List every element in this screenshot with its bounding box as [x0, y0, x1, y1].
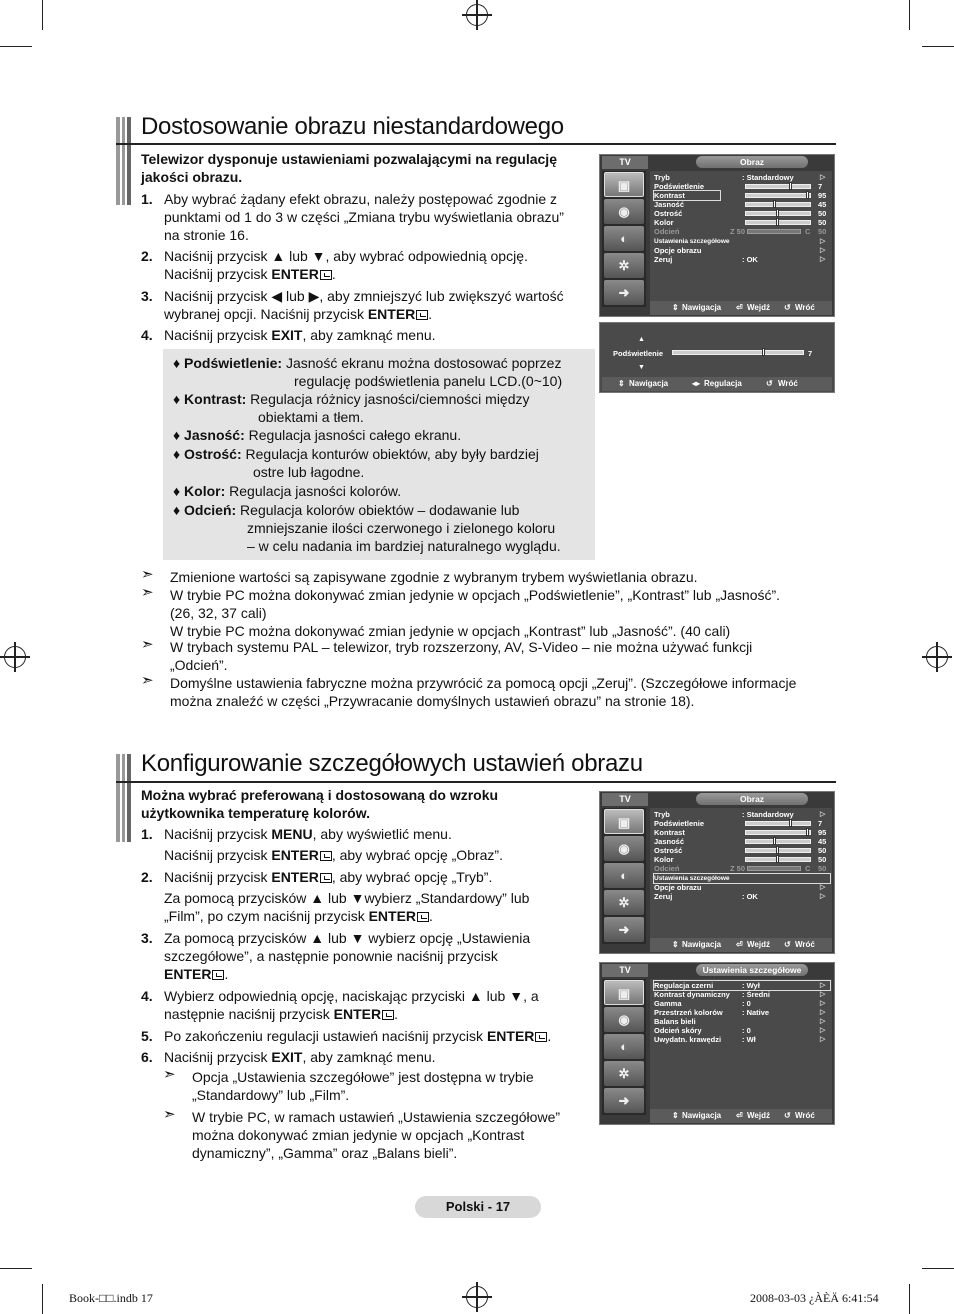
osd-row: Ustawienia szczegółowe: [654, 238, 730, 245]
updown-icon: ⇕: [672, 1111, 679, 1120]
channel-icon: ◐: [604, 226, 644, 251]
return-icon: ↺: [784, 940, 791, 949]
osd-value: 95: [818, 828, 827, 837]
triangle-right-icon: ▷: [820, 256, 826, 263]
osd-picture-menu: [599, 154, 835, 317]
osd-slider-knob: [789, 182, 792, 190]
enter-icon: [382, 1010, 394, 1020]
down-arrow-icon: ▼: [638, 364, 645, 371]
step-number: 1.: [141, 826, 153, 842]
print-slug-left: Book-□□.indb 17: [69, 1291, 153, 1305]
bullet-backlight: ♦ Podświetlenie: Jasność ekranu można dostosować poprzez regulację podświetlenia panelu LCD.(0~10): [173, 355, 563, 389]
osd-menu-title: Ustawienia szczegółowe: [696, 964, 808, 976]
crop-mark: [42, 1284, 43, 1314]
step-1: Aby wybrać żądany efekt obrazu, należy postępować zgodnie z punktami od 1 do 3 w części „Zmiana trybu wyświetlania obrazu” na stronie 16.: [164, 191, 564, 243]
input-icon: ➜: [604, 1088, 644, 1113]
step-2: Naciśnij przycisk ▲ lub ▼, aby wybrać odpowiednią opcję. Naciśnij przycisk ENTER .: [164, 248, 528, 282]
print-slug-right: 2008-03-03 ¿ÀÈÄ 6:41:54: [750, 1291, 879, 1305]
osd-slider-knob: [806, 191, 809, 199]
osd-picture-menu: [599, 791, 835, 954]
osd-value: : OK: [742, 892, 758, 901]
registration-mark-icon: [926, 646, 948, 668]
triangle-right-icon: ▷: [820, 1009, 826, 1016]
osd-slider-bar: [745, 830, 811, 835]
step-number: 2.: [141, 248, 153, 264]
enter-icon: [320, 851, 332, 861]
osd-slider-knob: [776, 855, 779, 863]
osd-value: 95: [818, 191, 827, 200]
osd-value: 50: [818, 846, 827, 855]
osd-menu-list: [650, 979, 832, 1115]
triangle-right-icon: ▷: [820, 1018, 826, 1025]
registration-mark-icon: [466, 4, 488, 26]
osd-row: Tryb: [654, 173, 670, 182]
crop-mark: [909, 1284, 910, 1314]
osd-value: 45: [818, 837, 827, 846]
osd-value: : Native: [742, 1008, 770, 1017]
leftright-icon: ◂▸: [692, 379, 701, 388]
osd-slider-bar: [745, 839, 811, 844]
sound-icon: ◉: [604, 1007, 644, 1032]
step-3: Za pomocą przycisków ▲ lub ▼ wybierz opcję „Ustawienia szczegółowe”, a następnie ponownie naciśnij przycisk ENTER .: [164, 930, 531, 982]
section2-intro: Można wybrać preferowaną i dostosowaną do wzroku użytkownika temperaturę kolorów.: [141, 787, 499, 821]
osd-row: Gamma: [654, 999, 682, 1008]
setup-icon: ✲: [604, 253, 644, 278]
note: Domyślne ustawienia fabryczne można przywrócić za pomocą opcji „Zeruj”. (Szczegółowe informacje można znaleźć w części „Przywracanie domyślnych ustawień obrazu” na stronie 18).: [170, 675, 797, 709]
osd-sidebar: [602, 171, 646, 307]
triangle-right-icon: ▷: [820, 884, 826, 891]
note-arrow-icon: ➣: [141, 584, 154, 601]
bullet-brightness: ♦ Jasność: Regulacja jasności całego ekranu.: [173, 427, 462, 443]
enter-icon: ⏎: [736, 303, 743, 312]
triangle-right-icon: ▷: [820, 238, 826, 245]
osd-tint-c: C: [805, 227, 811, 236]
crop-mark: [42, 0, 43, 30]
osd-sidebar: [602, 979, 646, 1115]
osd-slider-bar: [747, 866, 801, 871]
note: W trybie PC można dokonywać zmian jedynie w opcjach „Podświetlenie”, „Kontrast” lub „Jasność”. (26, 32, 37 cali) W trybie PC można dokonywać zmian jedynie w opcjach „Kontrast” lub „Jasność”. (40 cali): [170, 587, 781, 639]
osd-row-selected: Kontrast: [654, 191, 720, 200]
osd-sidebar: [602, 808, 646, 944]
osd-row: Ostrość: [654, 846, 683, 855]
osd-slider-bar: [672, 350, 804, 355]
step-number: 1.: [141, 191, 153, 207]
sound-icon: ◉: [604, 199, 644, 224]
bullet-contrast: ♦ Kontrast: Regulacja różnicy jasności/ciemności między obiektami a tłem.: [173, 391, 530, 425]
osd-back-label: Wróć: [778, 379, 798, 388]
channel-icon: ◐: [604, 1034, 644, 1059]
osd-value: 45: [818, 200, 827, 209]
return-icon: ↺: [766, 379, 773, 388]
osd-value: : 0: [742, 999, 751, 1008]
osd-value: : Standardowy: [742, 173, 794, 182]
osd-value: 50: [818, 218, 827, 227]
triangle-right-icon: ▷: [820, 247, 826, 254]
osd-nav-label: Nawigacja: [682, 940, 722, 949]
osd-slider-knob: [773, 200, 776, 208]
osd-slider-knob: [762, 348, 765, 356]
osd-enter-label: Wejdź: [747, 1111, 770, 1120]
updown-icon: ⇕: [672, 303, 679, 312]
osd-enter-label: Wejdź: [747, 303, 770, 312]
osd-adjust-label: Regulacja: [704, 379, 742, 388]
osd-slider-knob: [776, 846, 779, 854]
osd-footer: [602, 377, 832, 391]
note: Opcja „Ustawienia szczegółowe” jest dostępna w trybie „Standardowy” lub „Film”.: [192, 1069, 534, 1103]
crop-mark: [0, 1268, 32, 1269]
input-icon: ➜: [604, 280, 644, 305]
osd-row: Balans bieli: [654, 1017, 696, 1026]
step-number: 4.: [141, 988, 153, 1004]
osd-menu-list: [650, 171, 832, 307]
triangle-right-icon: ▷: [820, 811, 826, 818]
osd-row: Kontrast dynamiczny: [654, 990, 730, 999]
setup-icon: ✲: [604, 890, 644, 915]
enter-icon: ⏎: [736, 1111, 743, 1120]
osd-row: Podświetlenie: [654, 182, 705, 191]
bullet-tint: ♦ Odcień: Regulacja kolorów obiektów – dodawanie lub zmniejszanie ilości czerwonego i zielonego koloru – w celu nadania im bardziej naturalnego wyglądu.: [173, 502, 561, 554]
osd-source-label: TV: [602, 156, 648, 169]
note-arrow-icon: ➣: [141, 566, 154, 583]
osd-source-label: TV: [602, 964, 648, 977]
enter-icon: [416, 310, 428, 320]
osd-slider-label: Podświetlenie: [613, 349, 664, 358]
note-arrow-icon: ➣: [141, 636, 154, 653]
osd-row: Opcje obrazu: [654, 883, 702, 892]
section1-title: Dostosowanie obrazu niestandardowego: [141, 113, 564, 140]
section-marker: [116, 117, 132, 205]
osd-enter-label: Wejdź: [747, 940, 770, 949]
osd-value: : 0: [742, 1026, 751, 1035]
page-number-badge: Polski - 17: [415, 1196, 541, 1218]
osd-nav-label: Nawigacja: [629, 379, 669, 388]
osd-row-selected: Regulacja czerni: [654, 981, 830, 990]
enter-icon: [320, 270, 332, 280]
updown-icon: ⇕: [672, 940, 679, 949]
osd-value: : OK: [742, 255, 758, 264]
enter-icon: [212, 970, 224, 980]
crop-mark: [922, 1268, 954, 1269]
return-icon: ↺: [784, 1111, 791, 1120]
osd-back-label: Wróć: [795, 303, 815, 312]
osd-value: 7: [818, 819, 823, 828]
step-2: Naciśnij przycisk ENTER , aby wybrać opcję „Tryb”. Za pomocą przycisków ▲ lub ▼wybierz „Standardowy” lub „Film”, po czym naciśnij przycisk ENTER .: [164, 869, 530, 924]
updown-icon: ⇕: [618, 379, 625, 388]
note: W trybie PC, w ramach ustawień „Ustawienia szczegółowe” można dokonywać zmian jedynie w opcjach „Kontrast dynamiczny”, „Gamma” oraz „Balans bieli”.: [192, 1109, 561, 1161]
note-arrow-icon: ➣: [163, 1106, 176, 1123]
picture-icon: ▣: [604, 980, 644, 1005]
osd-slider-value: 7: [808, 349, 813, 358]
step-number: 3.: [141, 930, 153, 946]
picture-icon: ▣: [604, 172, 644, 197]
bullet-colour: ♦ Kolor: Regulacja jasności kolorów.: [173, 483, 402, 499]
sound-icon: ◉: [604, 836, 644, 861]
osd-slider-knob: [806, 828, 809, 836]
osd-footer: [650, 1109, 832, 1123]
osd-value: : Wł: [742, 1035, 756, 1044]
step-4: Wybierz odpowiednią opcję, naciskając przyciski ▲ lub ▼, a następnie naciśnij przycisk ENTER .: [164, 988, 539, 1022]
osd-row: Tryb: [654, 810, 670, 819]
osd-menu-title: Obraz: [696, 793, 808, 805]
title-underline: [116, 781, 836, 783]
osd-row-disabled: Odcień: [654, 227, 680, 236]
note: Zmienione wartości są zapisywane zgodnie z wybranym trybem wyświetlania obrazu.: [170, 569, 698, 585]
osd-tint-c: C: [805, 864, 811, 873]
osd-back-label: Wróć: [795, 940, 815, 949]
osd-slider-bar: [745, 202, 811, 207]
osd-back-label: Wróć: [795, 1111, 815, 1120]
step-number: 2.: [141, 869, 153, 885]
enter-icon: [320, 873, 332, 883]
step-number: 3.: [141, 288, 153, 304]
picture-icon: ▣: [604, 809, 644, 834]
enter-icon: ⏎: [736, 940, 743, 949]
setup-icon: ✲: [604, 1061, 644, 1086]
triangle-right-icon: ▷: [820, 982, 826, 989]
crop-mark: [922, 46, 954, 47]
osd-slider-knob: [773, 837, 776, 845]
step-number: 6.: [141, 1049, 153, 1065]
osd-value: : Standardowy: [742, 810, 794, 819]
osd-slider-knob: [776, 209, 779, 217]
step-1: Naciśnij przycisk MENU, aby wyświetlić menu. Naciśnij przycisk ENTER , aby wybrać opcję „Obraz”.: [164, 826, 503, 863]
osd-value: 50: [818, 227, 827, 236]
enter-icon: [417, 912, 429, 922]
step-6: Naciśnij przycisk EXIT, aby zamknąć menu.: [164, 1049, 436, 1065]
osd-row: Przestrzeń kolorów: [654, 1008, 723, 1017]
triangle-right-icon: ▷: [820, 1000, 826, 1007]
step-5: Po zakończeniu regulacji ustawień naciśnij przycisk ENTER .: [164, 1028, 552, 1044]
section2-title: Konfigurowanie szczegółowych ustawień obrazu: [141, 750, 643, 777]
osd-tint-z: Z 50: [730, 227, 746, 236]
title-underline: [116, 143, 836, 145]
osd-row: Ostrość: [654, 209, 683, 218]
osd-row: Opcje obrazu: [654, 246, 702, 255]
osd-source-label: TV: [602, 793, 648, 806]
osd-backlight-slider: [599, 322, 835, 393]
osd-value: 50: [818, 209, 827, 218]
step-number: 4.: [141, 327, 153, 343]
osd-row: Kontrast: [654, 828, 685, 837]
osd-menu-list: [650, 808, 832, 944]
osd-value: : Średni: [742, 990, 770, 999]
registration-mark-icon: [4, 646, 26, 668]
osd-row-selected: Ustawienia szczegółowe: [654, 874, 830, 883]
osd-value: 50: [818, 855, 827, 864]
osd-tint-z: Z 50: [730, 864, 746, 873]
crop-mark: [0, 46, 32, 47]
osd-row: Uwydatn. krawędzi: [654, 1035, 722, 1044]
step-4: Naciśnij przycisk EXIT, aby zamknąć menu.: [164, 327, 436, 343]
note: W trybach systemu PAL – telewizor, tryb rozszerzony, AV, S-Video – nie można używać funkcji „Odcień”.: [170, 639, 753, 673]
section-marker: [116, 754, 132, 842]
enter-icon: [535, 1032, 547, 1042]
triangle-right-icon: ▷: [820, 991, 826, 998]
return-icon: ↺: [784, 303, 791, 312]
note-arrow-icon: ➣: [163, 1066, 176, 1083]
osd-detailed-settings-menu: [599, 962, 835, 1125]
osd-value: : Wył: [742, 981, 760, 990]
input-icon: ➜: [604, 917, 644, 942]
osd-slider-bar: [745, 821, 811, 826]
osd-row: Zeruj: [654, 892, 673, 901]
osd-menu-title: Obraz: [696, 156, 808, 168]
section1-intro: Telewizor dysponuje ustawieniami pozwalającymi na regulację jakości obrazu.: [141, 151, 557, 185]
osd-row: Zeruj: [654, 255, 673, 264]
osd-slider-bar: [745, 184, 811, 189]
osd-slider-knob: [776, 218, 779, 226]
osd-slider-knob: [789, 819, 792, 827]
channel-icon: ◐: [604, 863, 644, 888]
osd-slider-bar: [747, 229, 801, 234]
osd-value: 7: [818, 182, 823, 191]
osd-row: Kolor: [654, 855, 674, 864]
osd-footer: [650, 301, 832, 315]
osd-value: 50: [818, 864, 827, 873]
osd-row: Podświetlenie: [654, 819, 705, 828]
triangle-right-icon: ▷: [820, 1036, 826, 1043]
osd-row: Jasność: [654, 200, 685, 209]
triangle-right-icon: ▷: [820, 174, 826, 181]
crop-mark: [909, 0, 910, 30]
osd-nav-label: Nawigacja: [682, 303, 722, 312]
triangle-right-icon: ▷: [820, 1027, 826, 1034]
up-arrow-icon: ▲: [638, 336, 645, 343]
step-number: 5.: [141, 1028, 153, 1044]
osd-row: Kolor: [654, 218, 674, 227]
osd-row-disabled: Odcień: [654, 864, 680, 873]
registration-mark-icon: [466, 1286, 488, 1308]
osd-row: Odcień skóry: [654, 1026, 702, 1035]
osd-slider-bar: [745, 193, 811, 198]
osd-row: Jasność: [654, 837, 685, 846]
step-3: Naciśnij przycisk ◀ lub ▶, aby zmniejszyć lub zwiększyć wartość wybranej opcji. Naciśnij przycisk ENTER .: [164, 288, 564, 322]
bullet-sharpness: ♦ Ostrość: Regulacja konturów obiektów, aby były bardziej ostre lub łagodne.: [173, 446, 539, 480]
triangle-right-icon: ▷: [820, 893, 826, 900]
osd-nav-label: Nawigacja: [682, 1111, 722, 1120]
note-arrow-icon: ➣: [141, 672, 154, 689]
osd-footer: [650, 938, 832, 952]
